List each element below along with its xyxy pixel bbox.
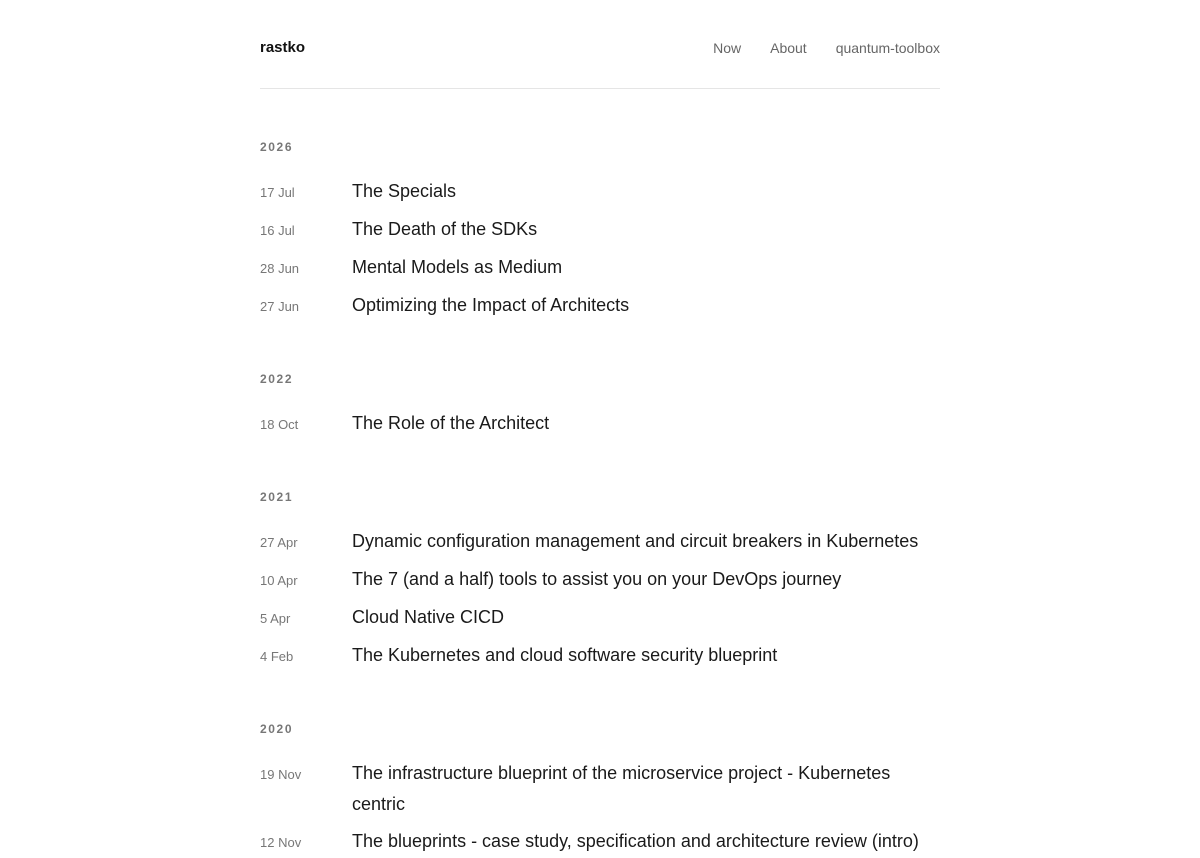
post-title-link[interactable]: Optimizing the Impact of Architects <box>352 295 630 315</box>
post-row <box>260 214 940 246</box>
year-section-2020 <box>260 722 940 858</box>
site-header <box>260 0 940 89</box>
site-nav <box>713 40 940 57</box>
post-title-link[interactable]: The Role of the Architect <box>352 413 550 433</box>
post-date: 10 Apr <box>260 573 298 588</box>
post-row <box>260 252 940 284</box>
post-date: 4 Feb <box>260 649 294 664</box>
post-date: 12 Nov <box>260 835 302 850</box>
post-title-link[interactable]: The Kubernetes and cloud software security blueprint <box>352 645 778 665</box>
post-row <box>260 408 940 440</box>
post-date: 27 Jun <box>260 299 300 314</box>
post-title-link[interactable]: The 7 (and a half) tools to assist you on your DevOps journey <box>352 569 842 589</box>
post-title-link[interactable]: The Specials <box>352 181 457 201</box>
page-container <box>260 0 940 858</box>
post-row <box>260 758 940 820</box>
post-title-link[interactable]: Mental Models as Medium <box>352 257 563 277</box>
post-title-link[interactable]: Dynamic configuration management and circuit breakers in Kubernetes <box>352 531 919 551</box>
post-date: 18 Oct <box>260 417 299 432</box>
nav-link-quantum-toolbox[interactable]: quantum-toolbox <box>835 40 940 56</box>
nav-link-now[interactable]: Now <box>713 40 742 56</box>
post-title-link[interactable]: The blueprints - case study, specification and architecture review (intro) <box>352 831 919 851</box>
year-section-2022 <box>260 372 940 440</box>
post-row <box>260 290 940 322</box>
post-archive <box>260 140 940 858</box>
year-heading: 2020 <box>260 722 294 736</box>
year-section-2021 <box>260 490 940 672</box>
post-date: 27 Apr <box>260 535 298 550</box>
post-row <box>260 602 940 634</box>
year-heading: 2022 <box>260 372 294 386</box>
post-date: 28 Jun <box>260 261 300 276</box>
site-brand-link[interactable]: rastko <box>260 39 306 56</box>
post-date: 16 Jul <box>260 223 295 238</box>
post-row <box>260 176 940 208</box>
year-section-2026 <box>260 140 940 322</box>
post-date: 5 Apr <box>260 611 291 626</box>
year-heading: 2021 <box>260 490 294 504</box>
post-row <box>260 526 940 558</box>
post-row <box>260 640 940 672</box>
nav-link-about[interactable]: About <box>770 40 807 56</box>
post-row <box>260 826 940 858</box>
post-title-link[interactable]: Cloud Native CICD <box>352 607 505 627</box>
post-date: 17 Jul <box>260 185 295 200</box>
year-heading: 2026 <box>260 140 294 154</box>
post-title-link[interactable]: The infrastructure blueprint of the microservice project - Kubernetes centric <box>352 763 891 814</box>
post-row <box>260 564 940 596</box>
post-date: 19 Nov <box>260 767 302 782</box>
post-title-link[interactable]: The Death of the SDKs <box>352 219 538 239</box>
